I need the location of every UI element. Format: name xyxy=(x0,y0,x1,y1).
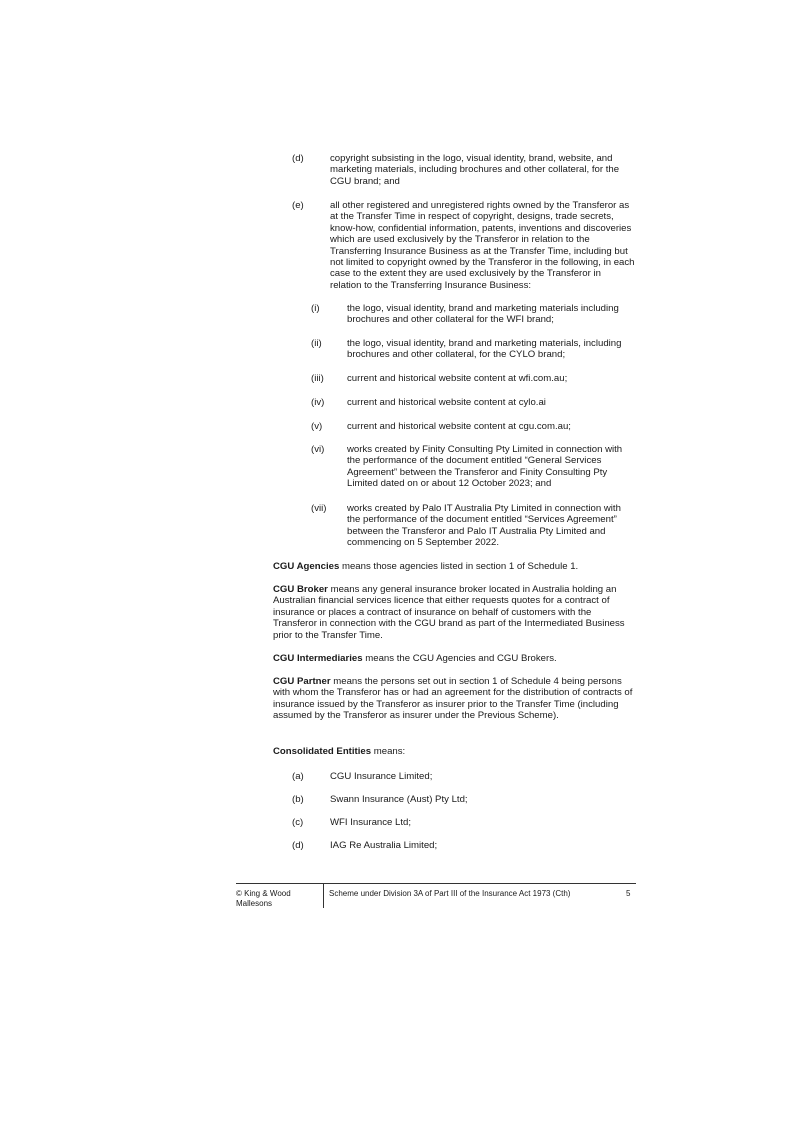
entity-label-d: (d) xyxy=(292,840,304,851)
subitem-text-v: current and historical website content at cgu.com.au; xyxy=(347,421,571,432)
entity-text-c: WFI Insurance Ltd; xyxy=(330,817,412,828)
page-number: 5 xyxy=(626,889,631,898)
subitem-label-iii: (iii) xyxy=(311,373,324,384)
entity-label-b: (b) xyxy=(292,794,304,805)
entity-text-b: Swann Insurance (Aust) Pty Ltd; xyxy=(330,794,468,805)
definition-cgu-agencies xyxy=(273,561,635,572)
subitem-label-i: (i) xyxy=(311,303,320,314)
item-text-e: all other registered and unregistered rights owned by the Transferor as at the Transfer Time in respect of copyright, designs, trade secrets, know-how, confidential information, patents, inventions and discoveries which are used exclusively by the Transferor in relation to the Transferring Insurance Business as at the Transfer Time, including but not limited to copyright owned by the Transferor in the following, in each case to the extent they are used exclusively by the Transferor in relation to the Transferring Insurance Business: xyxy=(330,200,635,291)
definition-term: Consolidated Entities xyxy=(273,746,372,757)
definition-text: means the CGU Agencies and CGU Brokers. xyxy=(362,653,557,664)
subitem-text-ii: the logo, visual identity, brand and marketing materials, including brochures and other collateral, for the CYLO brand; xyxy=(347,338,622,361)
definition-text: means those agencies listed in section 1 of Schedule 1. xyxy=(339,561,579,572)
definition-cgu-intermediaries xyxy=(273,653,635,664)
entity-text-d: IAG Re Australia Limited; xyxy=(330,840,438,851)
definition-cgu-partner xyxy=(273,676,635,722)
subitem-label-iv: (iv) xyxy=(311,397,325,408)
definition-consolidated-entities xyxy=(273,746,635,757)
footer-divider xyxy=(323,884,324,908)
footer-title: Scheme under Division 3A of Part III of the Insurance Act 1973 (Cth) xyxy=(329,889,571,898)
definition-text: means any general insurance broker located in Australia holding an Australian financial services licence that either requests quotes for a contract of insurance or places a contract of insurance on behalf of customers with the Transferor in connection with the CGU brand as part of the Intermediated Business prior to the Transfer Time. xyxy=(273,584,625,641)
subitem-text-iii: current and historical website content at wfi.com.au; xyxy=(347,373,568,384)
definition-text: means: xyxy=(371,746,406,757)
subitem-label-ii: (ii) xyxy=(311,338,322,349)
entity-label-a: (a) xyxy=(292,771,304,782)
footer-rule xyxy=(236,883,636,884)
definition-term: CGU Agencies xyxy=(273,561,340,572)
entity-label-c: (c) xyxy=(292,817,304,828)
item-text-d: copyright subsisting in the logo, visual identity, brand, website, and marketing materials, including brochures and other collateral, for the CGU brand; and xyxy=(330,153,620,187)
definition-text: means the persons set out in section 1 of Schedule 4 being persons with whom the Transferor has or had an agreement for the distribution of contracts of insurance issued by the Transferor as insurer prior to the Transfer Time (including assumed by the Transferor as insurer under the Previous Scheme). xyxy=(273,676,633,722)
subitem-text-vi: works created by Finity Consulting Pty Limited in connection with the performance of the document entitled “General Services Agreement” between the Transferor and Finity Consulting Pty Limited dated on or about 12 October 2023; and xyxy=(347,444,623,490)
item-label-d: (d) xyxy=(292,153,304,164)
definition-term: CGU Partner xyxy=(273,676,331,687)
definition-term: CGU Intermediaries xyxy=(273,653,363,664)
subitem-text-iv: current and historical website content at cylo.ai xyxy=(347,397,546,408)
subitem-text-vii: works created by Palo IT Australia Pty Limited in connection with the performance of the document entitled “Services Agreement” between the Transferor and Palo IT Australia Pty Limited and commencing on 5 September 2022. xyxy=(347,503,621,549)
definition-term: CGU Broker xyxy=(273,584,328,595)
footer-copyright: © King & Wood Mallesons xyxy=(236,889,291,908)
subitem-label-vi: (vi) xyxy=(311,444,325,455)
subitem-text-i: the logo, visual identity, brand and marketing materials including brochures and other collateral for the WFI brand; xyxy=(347,303,619,326)
subitem-label-vii: (vii) xyxy=(311,503,327,514)
entity-text-a: CGU Insurance Limited; xyxy=(330,771,433,782)
item-label-e: (e) xyxy=(292,200,304,211)
definition-cgu-broker xyxy=(273,584,635,641)
subitem-label-v: (v) xyxy=(311,421,323,432)
